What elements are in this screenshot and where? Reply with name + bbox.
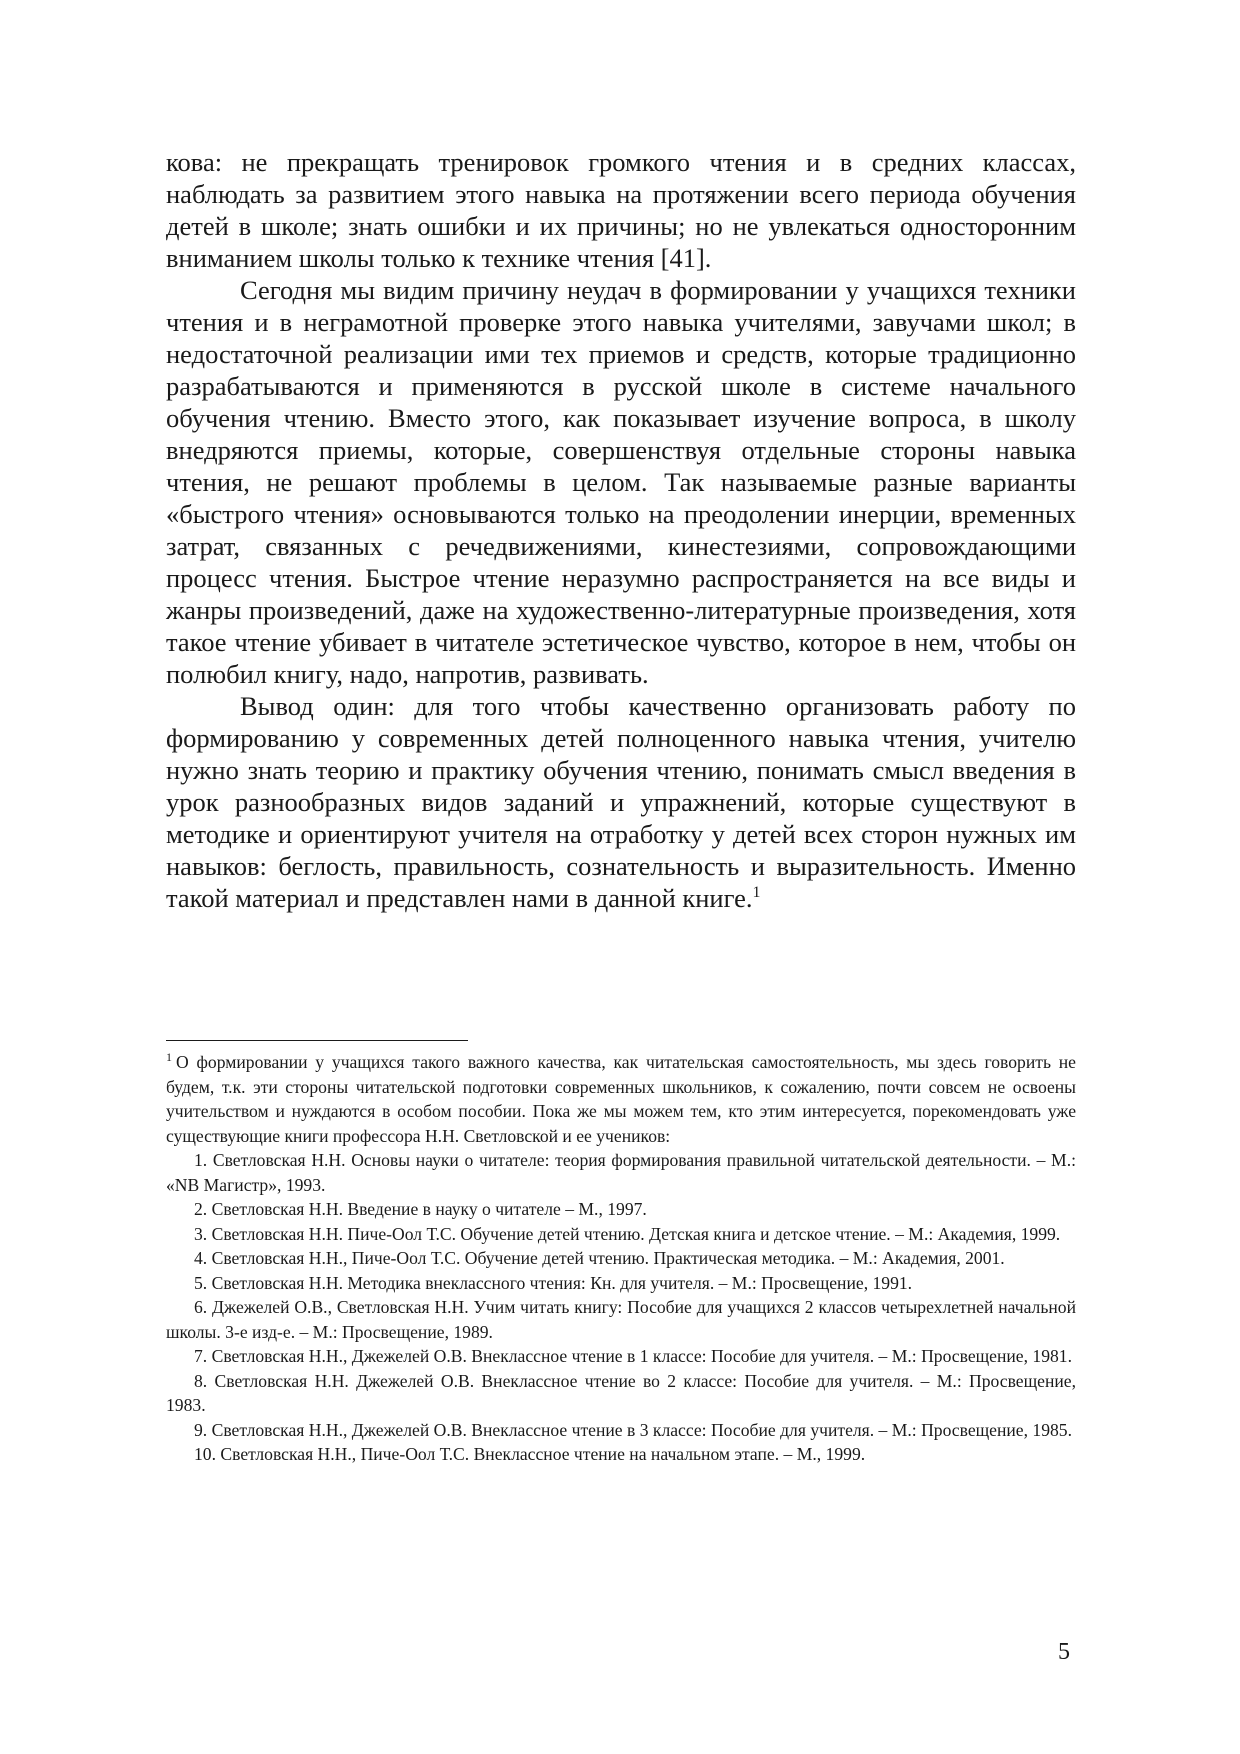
footnote-intro (166, 1050, 1076, 1148)
paragraph-3-text: Вывод один: для того чтобы качественно организовать работу по формированию у современных детей полноценного навыка чтения, учителю нужно знать теорию и практику обучения чтению, понимать смысл введения в урок разнообразных видов заданий и упражнений, которые существуют в методике и ориентируют учителя на отработку у детей всех сторон нужных им навыков: беглость, правильность, сознательность и выразительность. Именно такой материал и представлен нами в данной книге. (166, 691, 1076, 913)
page-number: 5 (1058, 1639, 1070, 1665)
paragraph-2: Сегодня мы видим причину неудач в формировании у учащихся техники чтения и в неграмотной проверке этого навыка учителями, завучами школ; в недостаточной реализации ими тех приемов и средств, которые традиционно разрабатываются и применяются в русской школе в системе начального обучения чтению. Вместо этого, как показывает изучение вопроса, в школу внедряются приемы, которые, совершенствуя отдельные стороны навыка чтения, не решают проблемы в целом. Так называемые разные варианты «быстрого чтения» основываются только на преодолении инерции, временных затрат, связанных с речедвижениями, кинестезиями, сопровождающими процесс чтения. Быстрое чтение неразумно распространяется на все виды и жанры произведений, даже на художественно-литературные произведения, хотя такое чтение убивает в читателе эстетическое чувство, которое в нем, чтобы он полюбил книгу, надо, напротив, развивать. (166, 275, 1076, 689)
paragraph-1: кова: не прекращать тренировок громкого чтения и в средних классах, наблюдать за развитием этого навыка на протяжении всего периода обучения детей в школе; знать ошибки и их причины; но не увлекаться односторонним вниманием школы только к технике чтения [41]. (166, 147, 1076, 273)
reference-item: 8. Светловская Н.Н. Джежелей О.В. Внеклассное чтение во 2 классе: Пособие для учителя. – М.: Просвещение, 1983. (166, 1370, 1076, 1415)
main-text (166, 146, 1076, 914)
reference-item: 9. Светловская Н.Н., Джежелей О.В. Внеклассное чтение в 3 классе: Пособие для учителя. – М.: Просвещение, 1985. (194, 1419, 1073, 1440)
footnote-intro-text: О формировании у учащихся такого важного качества, как читательская самостоятельность, мы здесь говорить не будем, т.к. эти стороны читательской подготовки современных школьников, к сожалению, почти совсем не освоены учительством и нуждаются в особом пособии. Пока же мы можем тем, кто этим интересуется, порекомендовать уже существующие книги профессора Н.Н. Светловской и ее учеников: (166, 1052, 1076, 1146)
footnote-separator (166, 1040, 468, 1041)
reference-item: 4. Светловская Н.Н., Пиче-Оол Т.С. Обучение детей чтению. Практическая методика. – М.: Академия, 2001. (194, 1248, 1005, 1268)
reference-item: 6. Джежелей О.В., Светловская Н.Н. Учим читать книгу: Пособие для учащихся 2 классов четырехлетней начальной школы. 3-е изд-е. – М.: Просвещение, 1989. (166, 1297, 1076, 1342)
reference-item: 7. Светловская Н.Н., Джежелей О.В. Внеклассное чтение в 1 классе: Пособие для учителя. – М.: Просвещение, 1981. (194, 1346, 1073, 1366)
reference-item: 2. Светловская Н.Н. Введение в науку о читателе – М., 1997. (194, 1199, 647, 1219)
footnote-reference-mark[interactable]: 1 (752, 884, 761, 902)
reference-list (166, 1148, 1076, 1467)
paragraph-3 (166, 690, 1076, 914)
footnote-block (166, 1050, 1076, 1467)
reference-item: 10. Светловская Н.Н., Пиче-Оол Т.С. Внеклассное чтение на начальном этапе. – М., 1999. (194, 1444, 866, 1464)
reference-item: 5. Светловская Н.Н. Методика внеклассного чтения: Кн. для учителя. – М.: Просвещение, 1991. (194, 1272, 913, 1293)
footnote-marker: 1 (166, 1050, 172, 1065)
reference-item: 3. Светловская Н.Н. Пиче-Оол Т.С. Обучение детей чтению. Детская книга и детское чтение. – М.: Академия, 1999. (194, 1223, 1061, 1244)
reference-item: 1. Светловская Н.Н. Основы науки о читателе: теория формирования правильной читательской деятельности. – М.: «NB Магистр», 1993. (166, 1150, 1076, 1195)
